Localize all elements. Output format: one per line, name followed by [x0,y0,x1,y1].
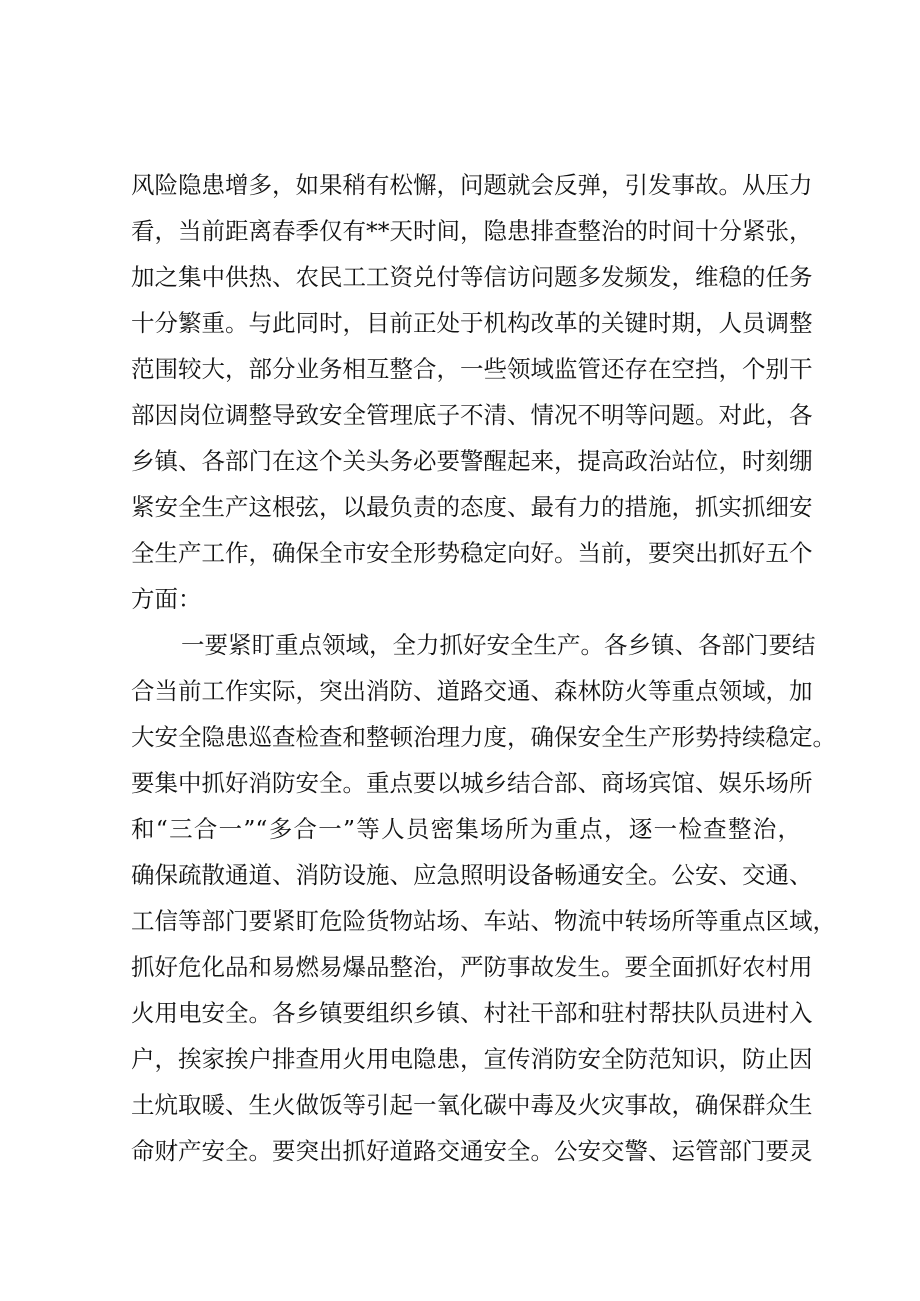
paragraph-2-line-6: 确保疏散通道、消防设施、应急照明设备畅通安全。公安、交通、 [131,861,813,889]
paragraph-1-line-7: 乡镇、各部门在这个关头务必要警醒起来，提高政治站位，时刻绷 [131,447,813,475]
paragraph-2-line-10: 户，挨家挨户排查用火用电隐患，宣传消防安全防范知识，防止因 [131,1045,813,1073]
paragraph-2-line-12: 命财产安全。要突出抓好道路交通安全。公安交警、运管部门要灵 [131,1137,813,1165]
paragraph-2-line-9: 火用电安全。各乡镇要组织乡镇、村社干部和驻村帮扶队员进村入 [131,999,813,1027]
paragraph-2-line-11: 土炕取暖、生火做饭等引起一氧化碳中毒及火灾事故，确保群众生 [131,1091,813,1119]
paragraph-1-line-1: 风险隐患增多，如果稍有松懈，问题就会反弹，引发事故。从压力 [131,171,813,199]
paragraph-2-line-7: 工信等部门要紧盯危险货物站场、车站、物流中转场所等重点区域， [131,907,836,935]
paragraph-2-line-1: 一要紧盯重点领域，全力抓好安全生产。各乡镇、各部门要结 [181,631,816,659]
paragraph-2-line-8: 抓好危化品和易燃易爆品整治，严防事故发生。要全面抓好农村用 [131,953,813,981]
paragraph-2-line-4: 要集中抓好消防安全。重点要以城乡结合部、商场宾馆、娱乐场所 [131,769,813,797]
paragraph-1-line-6: 部因岗位调整导致安全管理底子不清、情况不明等问题。对此，各 [131,401,813,429]
paragraph-1-line-2: 看，当前距离春季仅有**天时间，隐患排查整治的时间十分紧张， [131,217,813,245]
paragraph-2-line-3: 大安全隐患巡查检查和整顿治理力度，确保安全生产形势持续稳定。 [131,723,836,751]
paragraph-1-line-10: 方面： [131,585,202,613]
paragraph-1-line-9: 全生产工作，确保全市安全形势稳定向好。当前，要突出抓好五个 [131,539,813,567]
paragraph-2-line-2: 合当前工作实际，突出消防、道路交通、森林防火等重点领域，加 [131,677,813,705]
paragraph-1-line-8: 紧安全生产这根弦，以最负责的态度、最有力的措施，抓实抓细安 [131,493,813,521]
paragraph-2-line-5: 和“三合一”“多合一”等人员密集场所为重点，逐一检查整治， [131,815,801,843]
paragraph-1-line-3: 加之集中供热、农民工工资兑付等信访问题多发频发，维稳的任务 [131,263,813,291]
paragraph-1-line-4: 十分繁重。与此同时，目前正处于机构改革的关键时期，人员调整 [131,309,813,337]
paragraph-1-line-5: 范围较大，部分业务相互整合，一些领域监管还存在空挡，个别干 [131,355,813,383]
